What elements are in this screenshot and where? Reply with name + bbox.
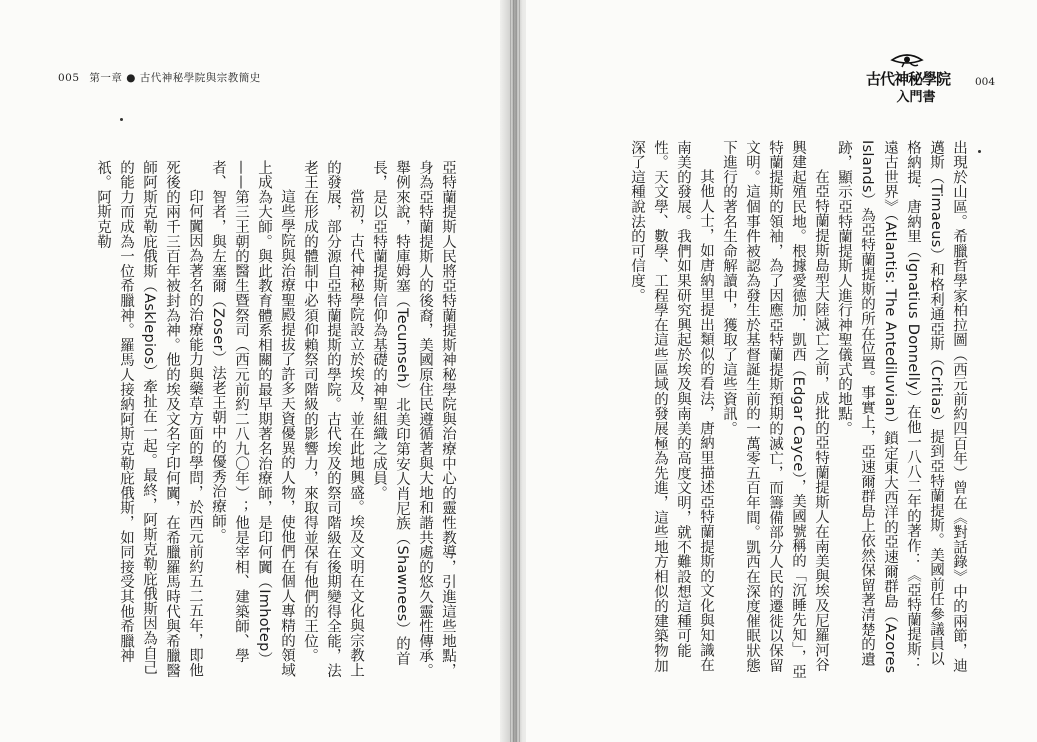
paragraph: 印何闐因為著名的治療能力與藥草方面的學問，於西元前約五二五年，即他死後的兩千三百年被封為神。他的埃及文名字印何闐，在希臘羅馬時代與希臘醫師阿斯克勒庇俄斯（Asklepios）牽扯在一起。最終，阿斯克勒庇俄斯因為自己的能力而成為一位希臘神。羅馬人接納阿斯克勒庇俄斯，如同接受其他希臘神祇。阿斯克勒 <box>95 160 203 678</box>
left-page <box>0 0 506 742</box>
running-head <box>58 70 261 85</box>
page-number-left: 005 <box>58 72 80 84</box>
page-number-right: 004 <box>975 76 996 88</box>
left-body-text <box>76 160 459 680</box>
speck-mark <box>120 118 123 121</box>
paragraph: 在亞特蘭提斯島型大陸滅亡之前，成批的亞特蘭提斯人在南美與埃及尼羅河谷興建起殖民地。根據愛德加．凱西（Edgar Cayce），美國號稱的「沉睡先知」，亞特蘭提斯的領袖，為了因應亞特蘭提斯預期的滅亡，而籌備部分人民的遷徙以保留文明。這個事件被認為發生於基督誕生前的一萬零五百年間。凱西在深度催眠狀態下進行的著名生命解讀中，獲取了這些資訊。 <box>721 140 829 680</box>
paragraph: 其他人士，如唐納里提出類似的看法，唐納里描述亞特蘭提斯的文化與知識在南美的發展。我們如果研究興起於埃及與南美的高度文明，就不難設想這種可能性。天文學、數學、工程學在這些區域的發展極為先進，這些地方相似的建築物加深了這種說法的可信度。 <box>629 140 714 673</box>
paragraph: 當初，古代神秘學院設立於埃及，並在此地興盛。埃及文明在文化與宗教上的發展，部分源自亞特蘭提斯的學院。古代埃及的祭司階級在後期變得全能，法老王在形成的體制中必須仰賴祭司階級的影響力，來取得並保有他們的王位。 <box>302 160 364 678</box>
paragraph: 出現於山區。希臘哲學家柏拉圖（西元前約四百年）曾在《對話錄》中的兩節，迪邁斯（Timaeus）和格利通亞斯（Critias）提到亞特蘭提斯。美國前任參議員以格納提．唐納里（Ignatius Donnelly）在他一八八二年的著作：《亞特蘭提斯：遠古世界》（Atlantis: The Antediluvian）鎖定東大西洋的亞速爾群島（Azores Islands）為亞特蘭提斯的所在位置。事實上，亞速爾群島上依然保留著清楚的遺跡，顯示亞特蘭提斯人進行神聖儀式的地點。 <box>836 140 967 674</box>
eye-of-horus-icon <box>890 52 924 68</box>
logo-title: 古代神秘學院 <box>865 70 950 88</box>
chapter-title: 第一章 ● 古代神秘學院與宗教簡史 <box>89 72 261 84</box>
paragraph: 這些學院與治療聖殿提拔了許多天資優異的人物，使他們在個人專精的領域上成為大師。與此教育體系相關的最早期著名治療師，是印何闐（Imhotep）——第三王朝的醫生暨祭司（西元前約二八九〇年）；他是宰相、建築師、學者、智者，與左塞爾（Zoser）法老王朝中的優秀治療師。 <box>210 160 295 678</box>
logo-subtitle: 入門書 <box>896 90 936 105</box>
book-logo <box>848 52 968 105</box>
right-running-head <box>848 52 1008 105</box>
gutter-shadow <box>510 0 522 742</box>
right-page <box>526 0 1037 742</box>
right-body-text <box>560 140 970 680</box>
paragraph: 亞特蘭提斯人民將亞特蘭提斯神秘學院與治療中心的靈性教導，引進這些地點，身為亞特蘭提斯人的後裔，美國原住民遵循著與大地和諧共處的悠久靈性傳承。舉例來說，特庫姆塞（Tecumseh）北美印第安人肖尼族（Shawnees）的首長，是以亞特蘭提斯信仰為基礎的神聖組織之成員。 <box>371 160 456 678</box>
speck-mark <box>978 150 981 153</box>
